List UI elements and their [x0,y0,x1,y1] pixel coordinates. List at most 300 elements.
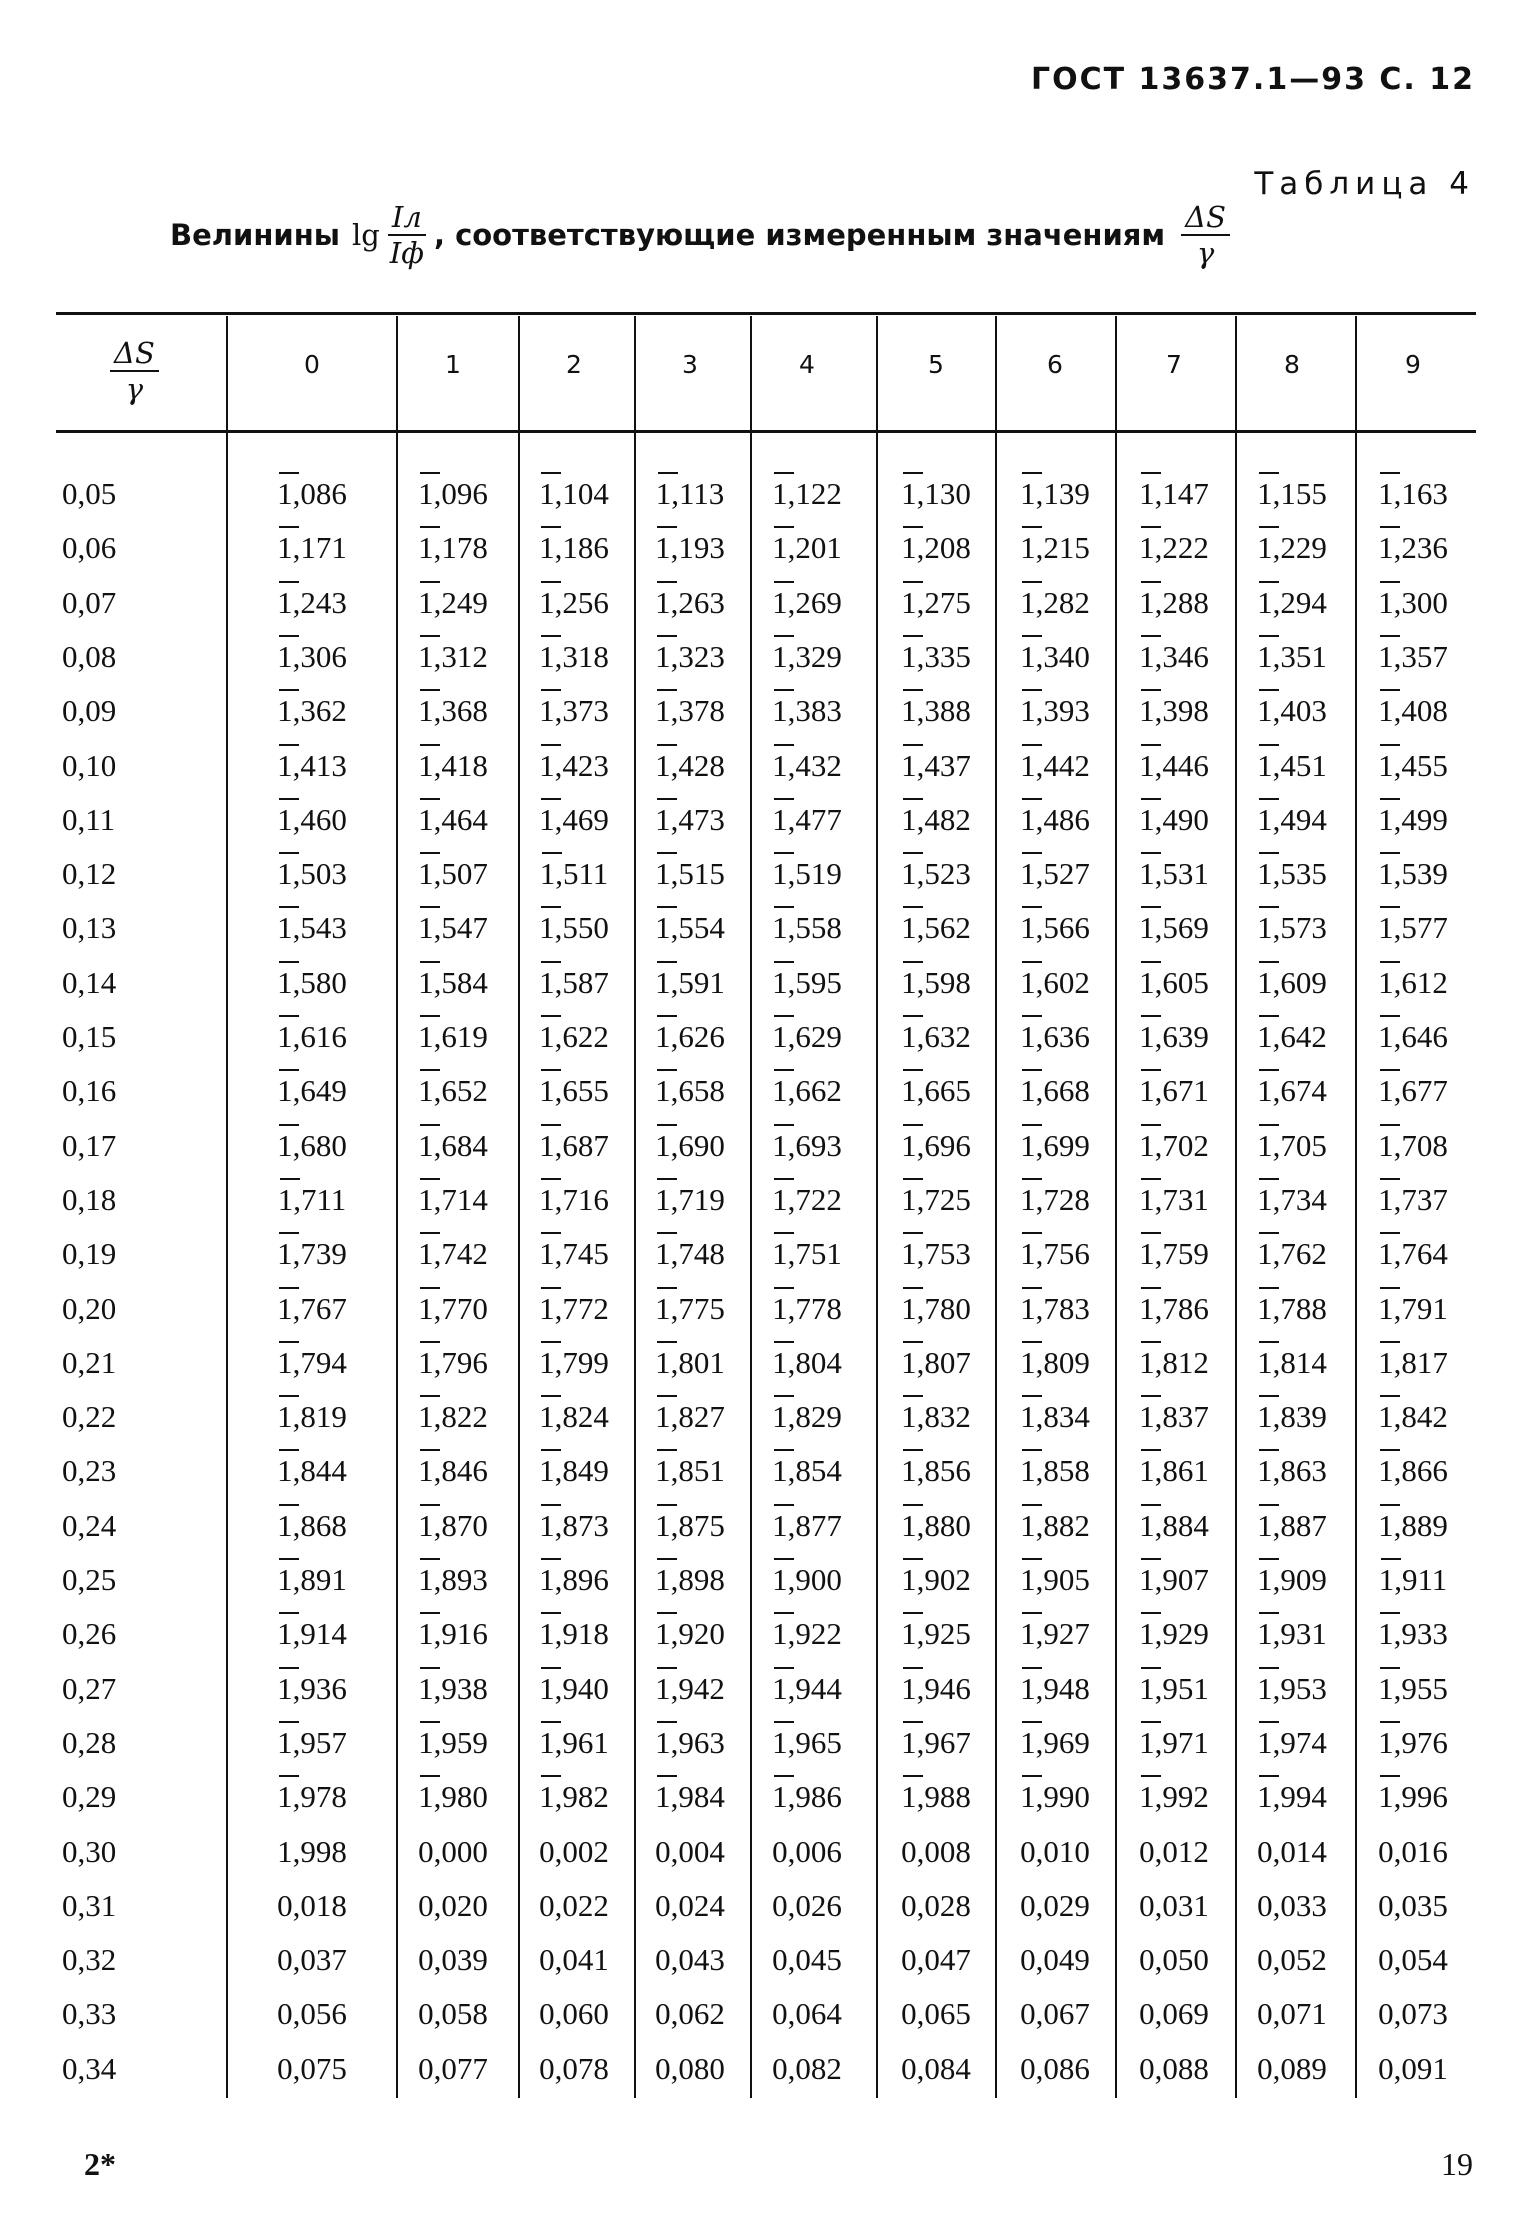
cell-value: 1,764 [1378,1236,1448,1272]
row-label: 0,11 [62,801,116,837]
table-cell [1233,1616,1351,1652]
cell-value: 1,739 [277,1236,347,1272]
table-cell [1354,1616,1472,1652]
table-cell [1354,1019,1472,1055]
table-cell [996,856,1114,892]
table-cell [631,748,749,784]
table-cell [1115,1779,1233,1815]
cell-value: 1,671 [1139,1073,1209,1109]
table-cell [996,2051,1114,2087]
table-cell [1115,1019,1233,1055]
table-cell [394,1508,512,1544]
cell-value: 1,817 [1378,1344,1448,1380]
cell-value: 1,329 [772,638,842,674]
cell-value: 1,829 [772,1399,842,1435]
cell-value: 1,967 [901,1724,971,1760]
cell-value: 1,677 [1378,1073,1448,1109]
row-label: 0,31 [62,1887,117,1923]
table-cell [515,1779,633,1815]
cell-value: 1,711 [277,1181,347,1217]
cell-value: 1,936 [277,1670,347,1706]
cell-value: 1,796 [418,1344,488,1380]
cell-value: 1,902 [901,1562,971,1597]
table-cell [515,1616,633,1652]
cell-value: 1,335 [901,638,971,674]
table-cell [253,748,371,784]
cell-value: 1,477 [772,801,842,837]
cell-value: 1,745 [539,1236,609,1272]
table-cell [748,1236,866,1272]
table-cell [877,1888,995,1924]
cell-value: 1,875 [655,1507,725,1543]
cell-value: 1,587 [539,964,609,1000]
cell-value: 0,054 [1378,1942,1448,1978]
table-cell [877,1725,995,1761]
table-cell [1115,693,1233,729]
cell-value: 1,418 [418,747,488,783]
table-cell [748,1508,866,1544]
table-cell [996,1073,1114,1109]
table-cell [877,530,995,566]
cell-value: 0,026 [772,1887,842,1923]
table-cell [394,1671,512,1707]
table-cell [1115,1399,1233,1435]
cell-value: 0,010 [1020,1833,1090,1869]
cell-value: 1,428 [655,747,725,783]
cell-value: 1,751 [772,1236,842,1272]
cell-value: 0,080 [655,2050,725,2086]
cell-value: 1,780 [901,1290,971,1326]
table-cell [631,1291,749,1327]
table-cell [996,1725,1114,1761]
table-cell [748,1888,866,1924]
column-header: 9 [1405,350,1421,379]
cell-value: 0,077 [418,2050,488,2086]
cell-value: 0,002 [539,1833,609,1869]
cell-value: 1,346 [1139,638,1209,674]
row-label: 0,06 [62,530,117,566]
cell-value: 1,201 [772,530,842,566]
table-cell [515,1508,633,1544]
cell-value: 1,877 [772,1507,842,1543]
table-cell [748,639,866,675]
table-cell [1233,1888,1351,1924]
table-cell [515,1291,633,1327]
table-cell [748,1834,866,1870]
cell-value: 1,955 [1378,1670,1448,1706]
cell-value: 1,846 [418,1453,488,1489]
table-cell [1115,2051,1233,2087]
cell-value: 1,809 [1020,1344,1090,1380]
cell-value: 0,006 [772,1833,842,1869]
table-cell [877,1942,995,1978]
cell-value: 0,071 [1257,1996,1327,2032]
cell-value: 1,839 [1257,1399,1327,1435]
table-cell [996,1453,1114,1489]
cell-value: 1,925 [901,1616,971,1652]
table-cell [748,1019,866,1055]
table-cell [1233,1291,1351,1327]
table-cell [1233,1779,1351,1815]
cell-value: 1,178 [418,530,488,566]
table-cell [1354,1725,1472,1761]
row-label: 0,07 [62,584,117,620]
table-cell [1354,1834,1472,1870]
cell-value: 0,049 [1020,1942,1090,1978]
table-cell [515,1128,633,1164]
table-cell [1354,693,1472,729]
cell-value: 1,990 [1020,1779,1090,1815]
table-cell [748,476,866,512]
row-label: 0,20 [62,1290,117,1326]
table-cell [631,1128,749,1164]
table-cell [394,965,512,1001]
table-cell [877,856,995,892]
cell-value: 1,086 [277,476,347,511]
table-cell [253,965,371,1001]
cell-value: 1,988 [901,1779,971,1815]
table-cell [515,585,633,621]
cell-value: 1,905 [1020,1562,1090,1597]
cell-value: 1,577 [1378,910,1448,946]
cell-value: 1,893 [418,1562,488,1597]
cell-value: 1,799 [539,1344,609,1380]
table-cell [748,1073,866,1109]
row-label: 0,10 [62,747,117,783]
cell-value: 1,550 [539,910,609,946]
cell-value: 1,413 [277,747,347,783]
table-cell [515,639,633,675]
cell-value: 1,770 [418,1290,488,1326]
table-cell [996,1562,1114,1598]
cell-value: 1,243 [277,584,347,620]
table-cell [515,476,633,512]
table-cell [253,1725,371,1761]
table-cell [877,693,995,729]
table-cell [1233,1128,1351,1164]
table-cell [1354,910,1472,946]
table-cell [996,639,1114,675]
table-cell [253,1019,371,1055]
cell-value: 1,591 [655,964,725,1000]
table-cell [253,1236,371,1272]
cell-value: 1,842 [1378,1399,1448,1435]
table-cell [1233,1562,1351,1598]
cell-value: 1,884 [1139,1507,1209,1543]
cell-value: 1,362 [277,693,347,729]
table-cell [1115,1671,1233,1707]
row-label: 0,22 [62,1399,117,1435]
row-label: 0,09 [62,693,117,729]
cell-value: 1,636 [1020,1019,1090,1054]
cell-value: 1,946 [901,1670,971,1706]
cell-value: 1,940 [539,1670,609,1706]
table-cell [515,1345,633,1381]
cell-value: 1,323 [655,638,725,674]
table-cell [253,693,371,729]
cell-value: 1,996 [1378,1779,1448,1815]
cell-value: 1,708 [1378,1127,1448,1163]
cell-value: 0,022 [539,1887,609,1923]
table-cell [253,476,371,512]
cell-value: 1,494 [1257,801,1327,837]
corner-numerator: ΔS [110,336,159,372]
table-cell [253,1996,371,2032]
table-cell [1115,1128,1233,1164]
table-cell [877,639,995,675]
cell-value: 1,605 [1139,964,1209,1000]
cell-value: 1,236 [1378,530,1448,566]
table-cell [394,1236,512,1272]
table-cell [515,2051,633,2087]
table-cell [1115,910,1233,946]
cell-value: 1,914 [277,1616,347,1652]
table-cell [631,1996,749,2032]
cell-value: 1,482 [901,801,971,837]
table-cell [748,585,866,621]
caption-frac-denominator: Iф [389,236,424,270]
table-cell [996,1291,1114,1327]
cell-value: 1,984 [655,1779,725,1815]
caption-log: lg [351,218,380,252]
row-label: 0,12 [62,856,117,892]
table-cell [394,1834,512,1870]
cell-value: 1,263 [655,584,725,620]
cell-value: 1,566 [1020,910,1090,946]
table-cell [515,1834,633,1870]
table-cell [877,1508,995,1544]
cell-value: 0,035 [1378,1887,1448,1923]
table-cell [631,1236,749,1272]
corner-header [110,336,159,406]
cell-value: 1,819 [277,1399,347,1435]
table-cell [748,1128,866,1164]
cell-value: 1,351 [1257,638,1327,674]
table-cell [394,1996,512,2032]
cell-value: 1,889 [1378,1507,1448,1543]
row-label: 0,17 [62,1127,117,1163]
cell-value: 0,033 [1257,1887,1327,1923]
table-cell [1354,1291,1472,1327]
table-cell [394,1128,512,1164]
cell-value: 1,822 [418,1399,488,1435]
cell-value: 1,832 [901,1399,971,1435]
cell-value: 1,531 [1139,856,1209,892]
table-cell [877,585,995,621]
table-cell [877,1182,995,1218]
cell-value: 1,622 [539,1019,609,1054]
table-cell [1115,1616,1233,1652]
table-cell [515,1399,633,1435]
cell-value: 1,684 [418,1127,488,1163]
table-cell [748,530,866,566]
cell-value: 1,642 [1257,1019,1327,1054]
cell-value: 1,632 [901,1019,971,1054]
cell-value: 1,163 [1378,476,1448,511]
table-cell [631,530,749,566]
cell-value: 1,446 [1139,747,1209,783]
table-cell [394,1453,512,1489]
cell-value: 0,012 [1139,1833,1209,1869]
cell-value: 0,091 [1378,2050,1448,2086]
table-cell [996,530,1114,566]
table-cell [996,1345,1114,1381]
cell-value: 0,078 [539,2050,609,2086]
cell-value: 1,612 [1378,964,1448,1000]
cell-value: 1,215 [1020,530,1090,566]
cell-value: 0,043 [655,1942,725,1978]
cell-value: 1,649 [277,1073,347,1109]
cell-value: 1,834 [1020,1399,1090,1435]
table-cell [515,1671,633,1707]
cell-value: 1,951 [1139,1670,1209,1706]
table-cell [253,910,371,946]
cell-value: 1,609 [1257,964,1327,1000]
caption-frac2-numerator: ΔS [1181,200,1230,236]
cell-value: 1,719 [655,1181,725,1217]
cell-value: 1,288 [1139,584,1209,620]
table-cell [996,1236,1114,1272]
table-cell [394,1345,512,1381]
caption-fraction-intensity [386,200,428,270]
table-cell [253,1562,371,1598]
cell-value: 1,122 [772,476,842,511]
table-cell [1115,1996,1233,2032]
cell-value: 1,909 [1257,1562,1327,1597]
cell-value: 1,812 [1139,1344,1209,1380]
table-cell [515,1562,633,1598]
cell-value: 0,089 [1257,2050,1327,2086]
table-cell [394,1779,512,1815]
table-cell [748,1616,866,1652]
column-header: 0 [304,350,320,379]
cell-value: 0,065 [901,1996,971,2032]
cell-value: 1,511 [539,856,609,892]
row-label: 0,26 [62,1616,117,1652]
cell-value: 1,775 [655,1290,725,1326]
cell-value: 1,437 [901,747,971,783]
table-cell [1354,1996,1472,2032]
row-label: 0,28 [62,1724,117,1760]
row-label: 0,34 [62,2050,117,2086]
corner-denominator: γ [125,372,144,406]
cell-value: 1,229 [1257,530,1327,566]
table-cell [1354,1128,1472,1164]
table-cell [1354,530,1472,566]
cell-value: 1,306 [277,638,347,674]
table-cell [1354,1182,1472,1218]
table-cell [394,1182,512,1218]
table-cell [1354,1942,1472,1978]
table-cell [253,1182,371,1218]
table-cell [1354,1236,1472,1272]
table-cell [1354,1508,1472,1544]
row-label: 0,18 [62,1181,117,1217]
table-cell [748,1291,866,1327]
table-cell [515,802,633,838]
cell-value: 1,300 [1378,584,1448,620]
table-cell [515,1019,633,1055]
row-label: 0,30 [62,1833,117,1869]
table-cell [996,748,1114,784]
row-label: 0,16 [62,1073,117,1109]
cell-value: 1,393 [1020,693,1090,729]
cell-value: 1,702 [1139,1127,1209,1163]
table-cell [1354,639,1472,675]
table-cell [877,1779,995,1815]
table-cell [877,1834,995,1870]
cell-value: 1,139 [1020,476,1090,511]
cell-value: 1,756 [1020,1236,1090,1272]
cell-value: 0,062 [655,1996,725,2032]
cell-value: 1,696 [901,1127,971,1163]
table-cell [996,693,1114,729]
cell-value: 1,626 [655,1019,725,1054]
table-cell [1354,1399,1472,1435]
cell-value: 1,920 [655,1616,725,1652]
table-cell [1354,585,1472,621]
row-label: 0,27 [62,1670,117,1706]
table-cell [631,856,749,892]
cell-value: 1,527 [1020,856,1090,892]
cell-value: 1,519 [772,856,842,892]
cell-value: 1,858 [1020,1453,1090,1489]
table-cell [394,1019,512,1055]
table-cell [1233,1725,1351,1761]
table-cell [996,585,1114,621]
cell-value: 0,047 [901,1942,971,1978]
cell-value: 1,294 [1257,584,1327,620]
cell-value: 1,982 [539,1779,609,1815]
table-cell [515,856,633,892]
cell-value: 1,208 [901,530,971,566]
cell-value: 1,898 [655,1562,725,1597]
table-cell [253,1888,371,1924]
cell-value: 1,373 [539,693,609,729]
table-cell [748,1562,866,1598]
cell-value: 1,619 [418,1019,488,1054]
cell-value: 1,998 [277,1833,347,1869]
cell-value: 1,655 [539,1073,609,1109]
table-cell [394,1888,512,1924]
table-cell [631,965,749,1001]
cell-value: 1,705 [1257,1127,1327,1163]
cell-value: 1,907 [1139,1562,1209,1597]
cell-value: 1,986 [772,1779,842,1815]
table-cell [877,1562,995,1598]
cell-value: 1,442 [1020,747,1090,783]
cell-value: 1,814 [1257,1344,1327,1380]
table-cell [515,965,633,1001]
table-cell [877,2051,995,2087]
cell-value: 1,824 [539,1399,609,1435]
table-caption [170,200,1236,270]
cell-value: 1,762 [1257,1236,1327,1272]
table-cell [877,965,995,1001]
row-label: 0,32 [62,1942,117,1978]
table-cell [631,476,749,512]
cell-value: 1,562 [901,910,971,946]
table-cell [1233,639,1351,675]
cell-value: 1,851 [655,1453,725,1489]
cell-value: 1,931 [1257,1616,1327,1652]
cell-value: 1,861 [1139,1453,1209,1489]
table-cell [1115,1562,1233,1598]
table-cell [748,1725,866,1761]
table-cell [1115,476,1233,512]
table-cell [515,1942,633,1978]
cell-value: 1,944 [772,1670,842,1706]
